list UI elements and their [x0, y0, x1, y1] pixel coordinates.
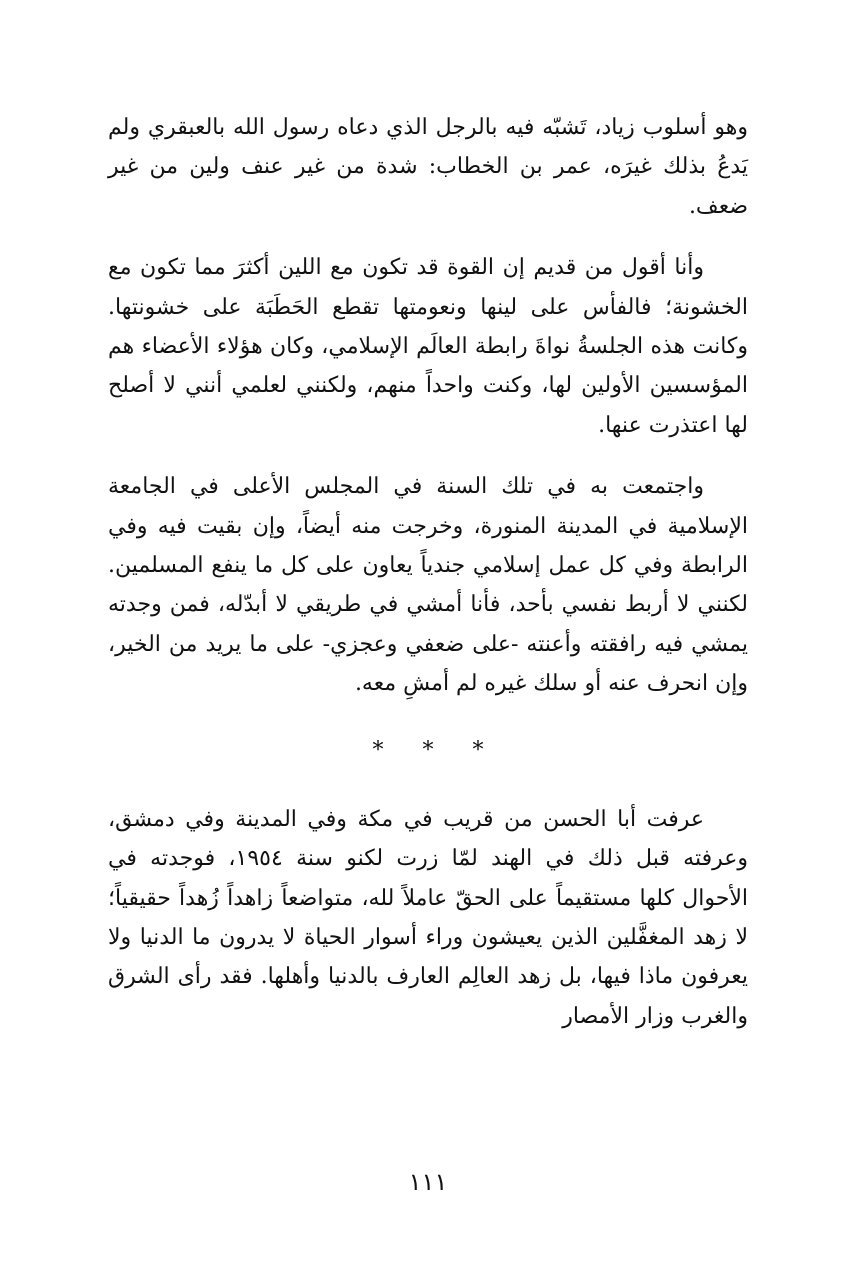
- paragraph-4: عرفت أبا الحسن من قريب في مكة وفي المدينة وفي دمشق، وعرفته قبل ذلك في الهند لمّا زرت لكنو سنة ١٩٥٤، فوجدته في الأحوال كلها مستقيماً على الحقّ عاملاً لله، متواضعاً زاهداً زُهداً حقيقياً؛ لا زهد المغفَّلين الذين يعيشون وراء أسوار الحياة لا يدرون ما الدنيا ولا يعرفون ماذا فيها، بل زهد العالِم العارف بالدنيا وأهلها. فقد رأى الشرق والغرب وزار الأمصار: [108, 806, 748, 1029]
- paragraph-1: وهو أسلوب زياد، تَشبّه فيه بالرجل الذي دعاه رسول الله بالعبقري ولم يَدعُ بذلك غيرَه، عمر بن الخطاب: شدة من غير عنف ولين من غير ضعف.: [108, 115, 748, 219]
- page-number: ١١١: [408, 1168, 448, 1196]
- body-text: [108, 108, 748, 1036]
- section-separator: * * *: [372, 737, 500, 763]
- paragraph-3: واجتمعت به في تلك السنة في المجلس الأعلى في الجامعة الإسلامية في المدينة المنورة، وخرجت منه أيضاً، وإن بقيت فيه وفي الرابطة وفي كل عمل إسلامي جندياً يعاون على كل ما ينفع المسلمين. لكنني لا أربط نفسي بأحد، فأنا أمشي في طريقي لا أبدّله، فمن وجدته يمشي فيه رافقته وأعنته -على ضعفي وعجزي- على ما يريد من الخير، وإن انحرف عنه أو سلك غيره لم أمشِ معه.: [108, 474, 748, 697]
- paragraph-2: وأنا أقول من قديم إن القوة قد تكون مع اللين أكثرَ مما تكون مع الخشونة؛ فالفأس على لينها ونعومتها تقطع الحَطَبَة على خشونتها. وكانت هذه الجلسةُ نواةَ رابطة العالَم الإسلامي، وكان هؤلاء الأعضاء هم المؤسسين الأولين لها، وكنت واحداً منهم، ولكنني لعلمي أنني لا أصلح لها اعتذرت عنها.: [108, 255, 748, 438]
